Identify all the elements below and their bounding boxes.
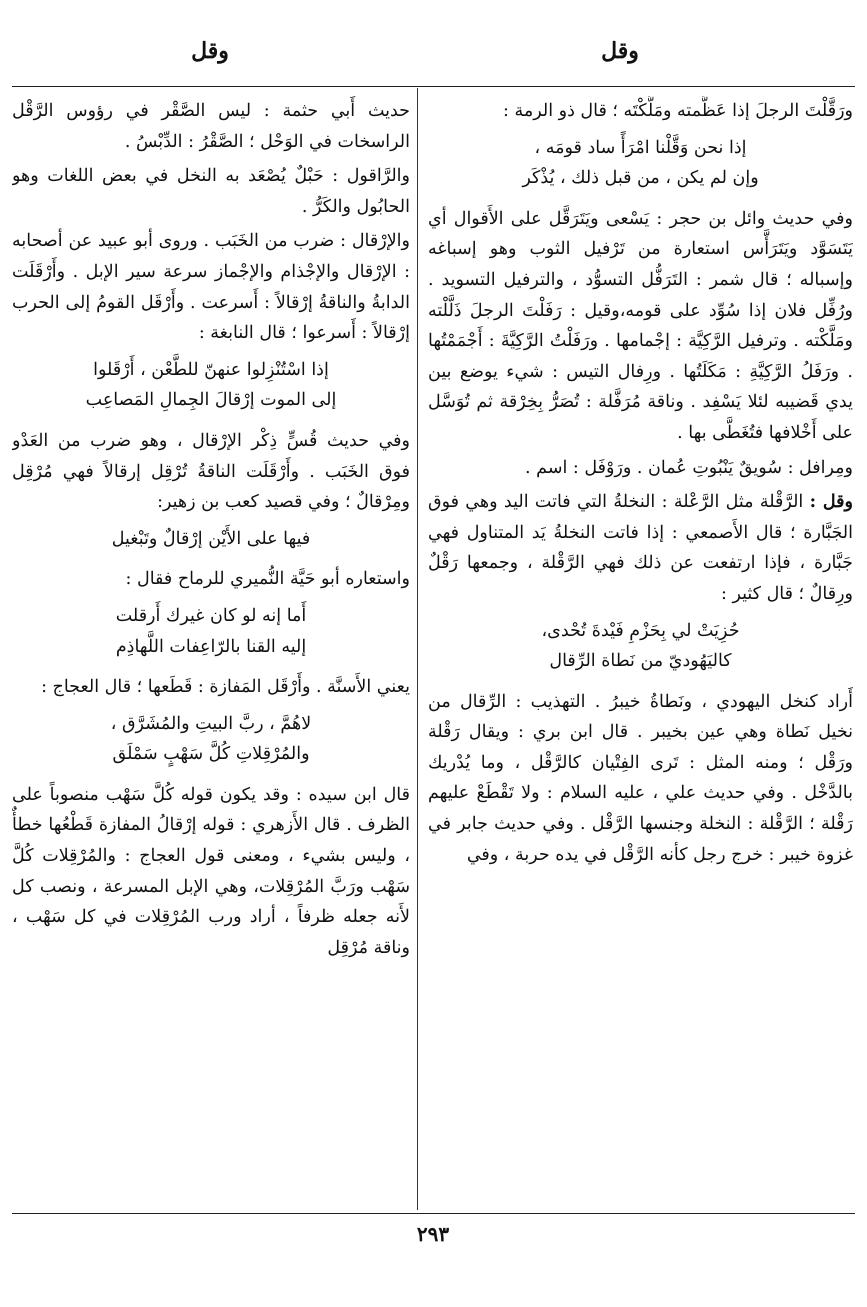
paragraph: والرَّاقول : حَبْلٌ يُصْعَد به النخل في بعض اللغات وهو الحابُول والكَرُّ . [12,166,410,217]
footer-rule [12,1213,855,1214]
verse-line: إليه القنا بالرّاعِفات اللَّهاذِم [115,636,307,657]
verse-block [428,616,853,677]
entry [428,487,853,609]
verse-line: أَما إنه لو كان غيرك أَرقلت [115,605,307,626]
verse-line: كاليَهُوديّ من نَطاة الرِّقال [549,651,732,672]
paragraph: واستعاره أبو حَيَّة النُّميري للرماح فقال : [125,569,410,590]
running-headword-right: وقل [601,38,639,64]
verse-line: لاهُمَّ ، ربَّ البيتِ والمُشَرَّق ، [110,713,312,734]
verse-line: والمُرْقِلاتِ كُلَّ سَهْبٍ سَمْلَق [112,744,310,765]
right-column [428,96,853,1208]
paragraph: ورَقَّلْتَ الرجلَ إذا عَظَّمته ومَلَّكْتَه ؛ قال ذو الرمة : [503,101,853,121]
header-rule [12,86,855,87]
verse-line: حُزِيَتْ لي بِحَزْمِ فَيْدةَ تُحْدى، [541,620,740,641]
verse-block [12,524,410,555]
verse-line: وإن لم يكن ، من قبل ذلك ، يُذْكَر [522,168,759,189]
verse-block [12,355,410,416]
paragraph: قال ابن سيده : وقد يكون قوله كُلَّ سَهْب منصوباً على الظرف . قال الأَزهري : قوله إرْقالُ المفازة قَطْعُها خطأٌ ، وليس بشيء ، ومعنى قول العجاج : والمُرْقِلات كُلَّ سَهْب ورَبَّ المُرْقِلات، وهي الإبل المسرعة ، ونصب كل لأَنه جعله ظرفاً ، أراد ورب المُرْقِلات في كل سَهْب ، وناقة مُرْقِل [12,784,410,958]
paragraph: يعني الأَسنَّة . وأَرْقَل المَفازة : قَطَعها ؛ قال العجاج : [41,677,410,698]
verse-line: إذا نحن وَقَّلْنا امْرَأً ساد قومَه ، [534,137,747,158]
verse-block [428,133,853,194]
paragraph: حديث أَبي حثمة : ليس الصَّقْر في رؤوس الرَّقْل الراسخات في الوَحْل ؛ الصَّقْرُ : الدِّبْسُ . [12,101,410,152]
page-header [0,38,867,78]
entry-text: الرَّقْلة مثل الرَّعْلة : النخلةُ التي فاتت اليد وهي فوق الجَبَّارة ؛ قال الأَصمعي : إذا فاتت النخلةُ يَد المتناول فهي جَبَّارة ، فإذا ارتفعت عن ذلك فهي الرَّقْلة ، وجمعها رَقْلٌ ورِقالٌ ؛ قال كثير : [428,492,853,604]
running-headword-left: وقل [191,38,229,64]
verse-line: إلى الموت إرْقالَ الجِمالِ المَصاعِب [85,390,337,411]
left-column [12,96,410,1208]
verse-block [12,709,410,770]
verse-line: فيها على الأَيْن إرْقالٌ وتَبْغيل [111,528,311,549]
paragraph: أَراد كنخل اليهودي ، ونَطاةُ خيبرُ . التهذيب : الرِّقال من نخيل نَطاة وهي عين بخيبر . قال ابن بري : ويقال رَقْلة ورَقْل ؛ ومنه المثل : تَرى الفِتْيان كالرَّقْل ، وما يُدْريك بالدَّخْل . وفي حديث علي ، عليه السلام : ولا تَقْطَعْ عليهم رَقْلة ؛ الرَّقْلة : النخلة وجنسها الرَّقْل . وفي حديث جابر في غزوة خيبر : خرج رجل كأنه الرَّقْل في يده حربة ، وفي [428,691,853,865]
verse-block [12,601,410,662]
entry-headword: وقل : [809,492,853,513]
paragraph: ومِرافل : سُويقٌ يَنْبُوتِ عُمان . ورَوْفَل : اسم . [525,457,853,478]
paragraph: وفي حديث قُسٍّ ذِكْر الإرْقال ، وهو ضرب من العَدْو فوق الخَبَب . وأَرْقَلَت الناقةُ تُرْقِل إرقالاً فهي مُرْقِل ومِرْقالٌ ؛ وفي قصيد كعب بن زهير: [12,430,410,513]
paragraph: والإرْقال : ضرب من الخَبَب . وروى أبو عبيد عن أصحابه : الإرْقال والإجْذام والإجْماز سرعة سير الإبل . وأَرْقَلَت الدابةُ والناقةُ إرْقالاً : أَسرعت . وأَرْقَل القومُ إلى الحرب إرْقالاً : أَسرعوا ؛ قال النابغة : [12,231,410,344]
verse-line: إذا اسْتُنْزِلوا عنهنّ للطَّعْن ، أَرْقَلوا [93,359,329,380]
column-divider [417,88,418,1210]
page-number: ٢٩٣ [416,1222,450,1246]
paragraph: وفي حديث وائل بن حجر : يَسْعى ويَتَرَقَّل على الأَقوال أي يَتَسَوَّد ويَتَرَأَّس استعارة من تَرْفيل الثوب وهو إسباغه وإسباله ؛ قال شمر : التَرَفُّل التسوُّد ، والترفيل التسويد . ورُفِّل فلان إذا سُوِّد على قومه،وقيل : رَفَلْتَ الرجلَ ذَلَّلْته ومَلَّكْته . وترفيل الرَّكِيَّة : إجْمامها . ورَفَلْتُ الرَّكِيَّةَ : أَجْمَمْتُها . ورَفَلُ الرَّكِيَّةِ : مَكَلَتُها . ورِفال التيس : شيء يوضع بين يدي قَضيبه لئلا يَسْفِد . وناقة مُرَفَّلة : تُصَرُّ بِخِرْقة ثم تُوَسَّل على أَخْلافها فتُغَطَّى بها . [428,208,853,443]
